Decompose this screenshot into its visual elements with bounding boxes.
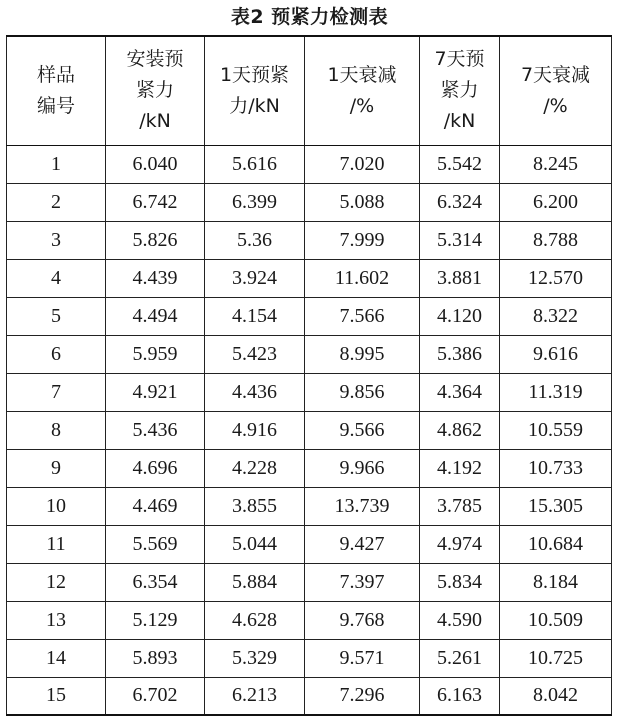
header-line: 紧力 bbox=[135, 79, 174, 102]
header-line: 力/kN bbox=[229, 94, 280, 117]
table-cell: 11 bbox=[7, 525, 106, 563]
header-line: 1天衰减 bbox=[327, 63, 397, 86]
table-cell: 4 bbox=[7, 259, 106, 297]
table-row bbox=[7, 525, 612, 563]
table-title: 表2 预紧力检测表 bbox=[230, 6, 389, 28]
table-row bbox=[7, 259, 612, 297]
table-cell: 14 bbox=[7, 639, 106, 677]
table-row bbox=[7, 487, 612, 525]
table-cell: 3.924 bbox=[205, 259, 305, 297]
table-row bbox=[7, 639, 612, 677]
table-cell: 8.788 bbox=[500, 221, 612, 259]
table-cell: 3 bbox=[7, 221, 106, 259]
table-cell: 4.590 bbox=[420, 601, 500, 639]
table-row bbox=[7, 563, 612, 601]
table-cell: 8.322 bbox=[500, 297, 612, 335]
table-cell: 8.042 bbox=[500, 677, 612, 715]
table-cell: 10.559 bbox=[500, 411, 612, 449]
table-cell: 5.261 bbox=[420, 639, 500, 677]
header-line: /% bbox=[349, 94, 375, 117]
table-cell: 4.696 bbox=[106, 449, 205, 487]
table-cell: 4.494 bbox=[106, 297, 205, 335]
table-cell: 7.397 bbox=[305, 563, 420, 601]
table-cell: 4.120 bbox=[420, 297, 500, 335]
header-day1-decay bbox=[305, 36, 420, 145]
table-cell: 5.542 bbox=[420, 145, 500, 183]
table-cell: 3.855 bbox=[205, 487, 305, 525]
table-row bbox=[7, 221, 612, 259]
table-cell: 6.213 bbox=[205, 677, 305, 715]
header-line: /% bbox=[543, 94, 568, 117]
table-row bbox=[7, 677, 612, 715]
table-cell: 5.423 bbox=[205, 335, 305, 373]
table-cell: 2 bbox=[7, 183, 106, 221]
table-body bbox=[7, 145, 612, 715]
header-line: 编号 bbox=[36, 94, 75, 117]
table-cell: 4.469 bbox=[106, 487, 205, 525]
header-sample-id bbox=[7, 36, 106, 145]
table-cell: 5.884 bbox=[205, 563, 305, 601]
header-line: 1天预紧 bbox=[219, 63, 290, 86]
table-cell: 9.616 bbox=[500, 335, 612, 373]
table-cell: 10 bbox=[7, 487, 106, 525]
table-cell: 4.862 bbox=[420, 411, 500, 449]
table-row bbox=[7, 297, 612, 335]
table-cell: 7.566 bbox=[305, 297, 420, 335]
table-cell: 6.399 bbox=[205, 183, 305, 221]
table-cell: 4.916 bbox=[205, 411, 305, 449]
header-line: /kN bbox=[139, 110, 171, 133]
table-cell: 9.966 bbox=[305, 449, 420, 487]
table-cell: 8.995 bbox=[305, 335, 420, 373]
table-cell: 5.044 bbox=[205, 525, 305, 563]
table-cell: 9.427 bbox=[305, 525, 420, 563]
table-cell: 5.329 bbox=[205, 639, 305, 677]
header-line: 7天衰减 bbox=[520, 63, 591, 86]
header-row bbox=[7, 36, 612, 145]
table-cell: 10.509 bbox=[500, 601, 612, 639]
table-cell: 5.616 bbox=[205, 145, 305, 183]
table-cell: 9 bbox=[7, 449, 106, 487]
table-row bbox=[7, 449, 612, 487]
table-cell: 10.725 bbox=[500, 639, 612, 677]
table-cell: 9.768 bbox=[305, 601, 420, 639]
table-cell: 15 bbox=[7, 677, 106, 715]
table-cell: 5.959 bbox=[106, 335, 205, 373]
table-cell: 5.314 bbox=[420, 221, 500, 259]
header-day7-pretension bbox=[420, 36, 500, 145]
table-cell: 9.856 bbox=[305, 373, 420, 411]
table-cell: 4.628 bbox=[205, 601, 305, 639]
pretension-table bbox=[6, 35, 612, 716]
table-cell: 8 bbox=[7, 411, 106, 449]
table-cell: 13 bbox=[7, 601, 106, 639]
table-cell: 3.785 bbox=[420, 487, 500, 525]
table-cell: 9.571 bbox=[305, 639, 420, 677]
table-cell: 6.324 bbox=[420, 183, 500, 221]
header-install-pretension bbox=[106, 36, 205, 145]
table-cell: 10.684 bbox=[500, 525, 612, 563]
table-cell: 8.184 bbox=[500, 563, 612, 601]
table-cell: 1 bbox=[7, 145, 106, 183]
table-cell: 4.154 bbox=[205, 297, 305, 335]
table-cell: 11.319 bbox=[500, 373, 612, 411]
table-row bbox=[7, 335, 612, 373]
table-cell: 5.893 bbox=[106, 639, 205, 677]
table-row bbox=[7, 373, 612, 411]
table-cell: 4.192 bbox=[420, 449, 500, 487]
table-cell: 6.200 bbox=[500, 183, 612, 221]
table-cell: 7.020 bbox=[305, 145, 420, 183]
table-cell: 7.999 bbox=[305, 221, 420, 259]
table-cell: 9.566 bbox=[305, 411, 420, 449]
table-cell: 4.921 bbox=[106, 373, 205, 411]
table-cell: 10.733 bbox=[500, 449, 612, 487]
table-cell: 5.569 bbox=[106, 525, 205, 563]
table-cell: 7.296 bbox=[305, 677, 420, 715]
table-cell: 7 bbox=[7, 373, 106, 411]
table-cell: 4.364 bbox=[420, 373, 500, 411]
table-cell: 8.245 bbox=[500, 145, 612, 183]
table-cell: 5.36 bbox=[205, 221, 305, 259]
table-cell: 12 bbox=[7, 563, 106, 601]
table-cell: 4.974 bbox=[420, 525, 500, 563]
table-cell: 4.436 bbox=[205, 373, 305, 411]
table-cell: 6.742 bbox=[106, 183, 205, 221]
table-cell: 5.826 bbox=[106, 221, 205, 259]
header-line: 紧力 bbox=[440, 79, 479, 102]
header-line: 7天预 bbox=[434, 48, 485, 71]
table-cell: 12.570 bbox=[500, 259, 612, 297]
header-line: 样品 bbox=[36, 63, 75, 86]
table-cell: 4.228 bbox=[205, 449, 305, 487]
table-cell: 6.163 bbox=[420, 677, 500, 715]
table-row bbox=[7, 411, 612, 449]
header-line: 安装预 bbox=[126, 48, 184, 71]
table-cell: 5.436 bbox=[106, 411, 205, 449]
header-line: /kN bbox=[443, 110, 476, 133]
table-cell: 13.739 bbox=[305, 487, 420, 525]
table-cell: 15.305 bbox=[500, 487, 612, 525]
header-day1-pretension bbox=[205, 36, 305, 145]
table-cell: 3.881 bbox=[420, 259, 500, 297]
table-cell: 11.602 bbox=[305, 259, 420, 297]
table-cell: 6.354 bbox=[106, 563, 205, 601]
table-cell: 4.439 bbox=[106, 259, 205, 297]
table-row bbox=[7, 601, 612, 639]
header-day7-decay bbox=[500, 36, 612, 145]
table-cell: 6.040 bbox=[106, 145, 205, 183]
table-cell: 6 bbox=[7, 335, 106, 373]
table-row bbox=[7, 183, 612, 221]
table-cell: 5.386 bbox=[420, 335, 500, 373]
table-cell: 5.834 bbox=[420, 563, 500, 601]
table-header bbox=[7, 36, 612, 145]
table-cell: 5 bbox=[7, 297, 106, 335]
table-cell: 5.129 bbox=[106, 601, 205, 639]
table-cell: 6.702 bbox=[106, 677, 205, 715]
table-cell: 5.088 bbox=[305, 183, 420, 221]
table-row bbox=[7, 145, 612, 183]
